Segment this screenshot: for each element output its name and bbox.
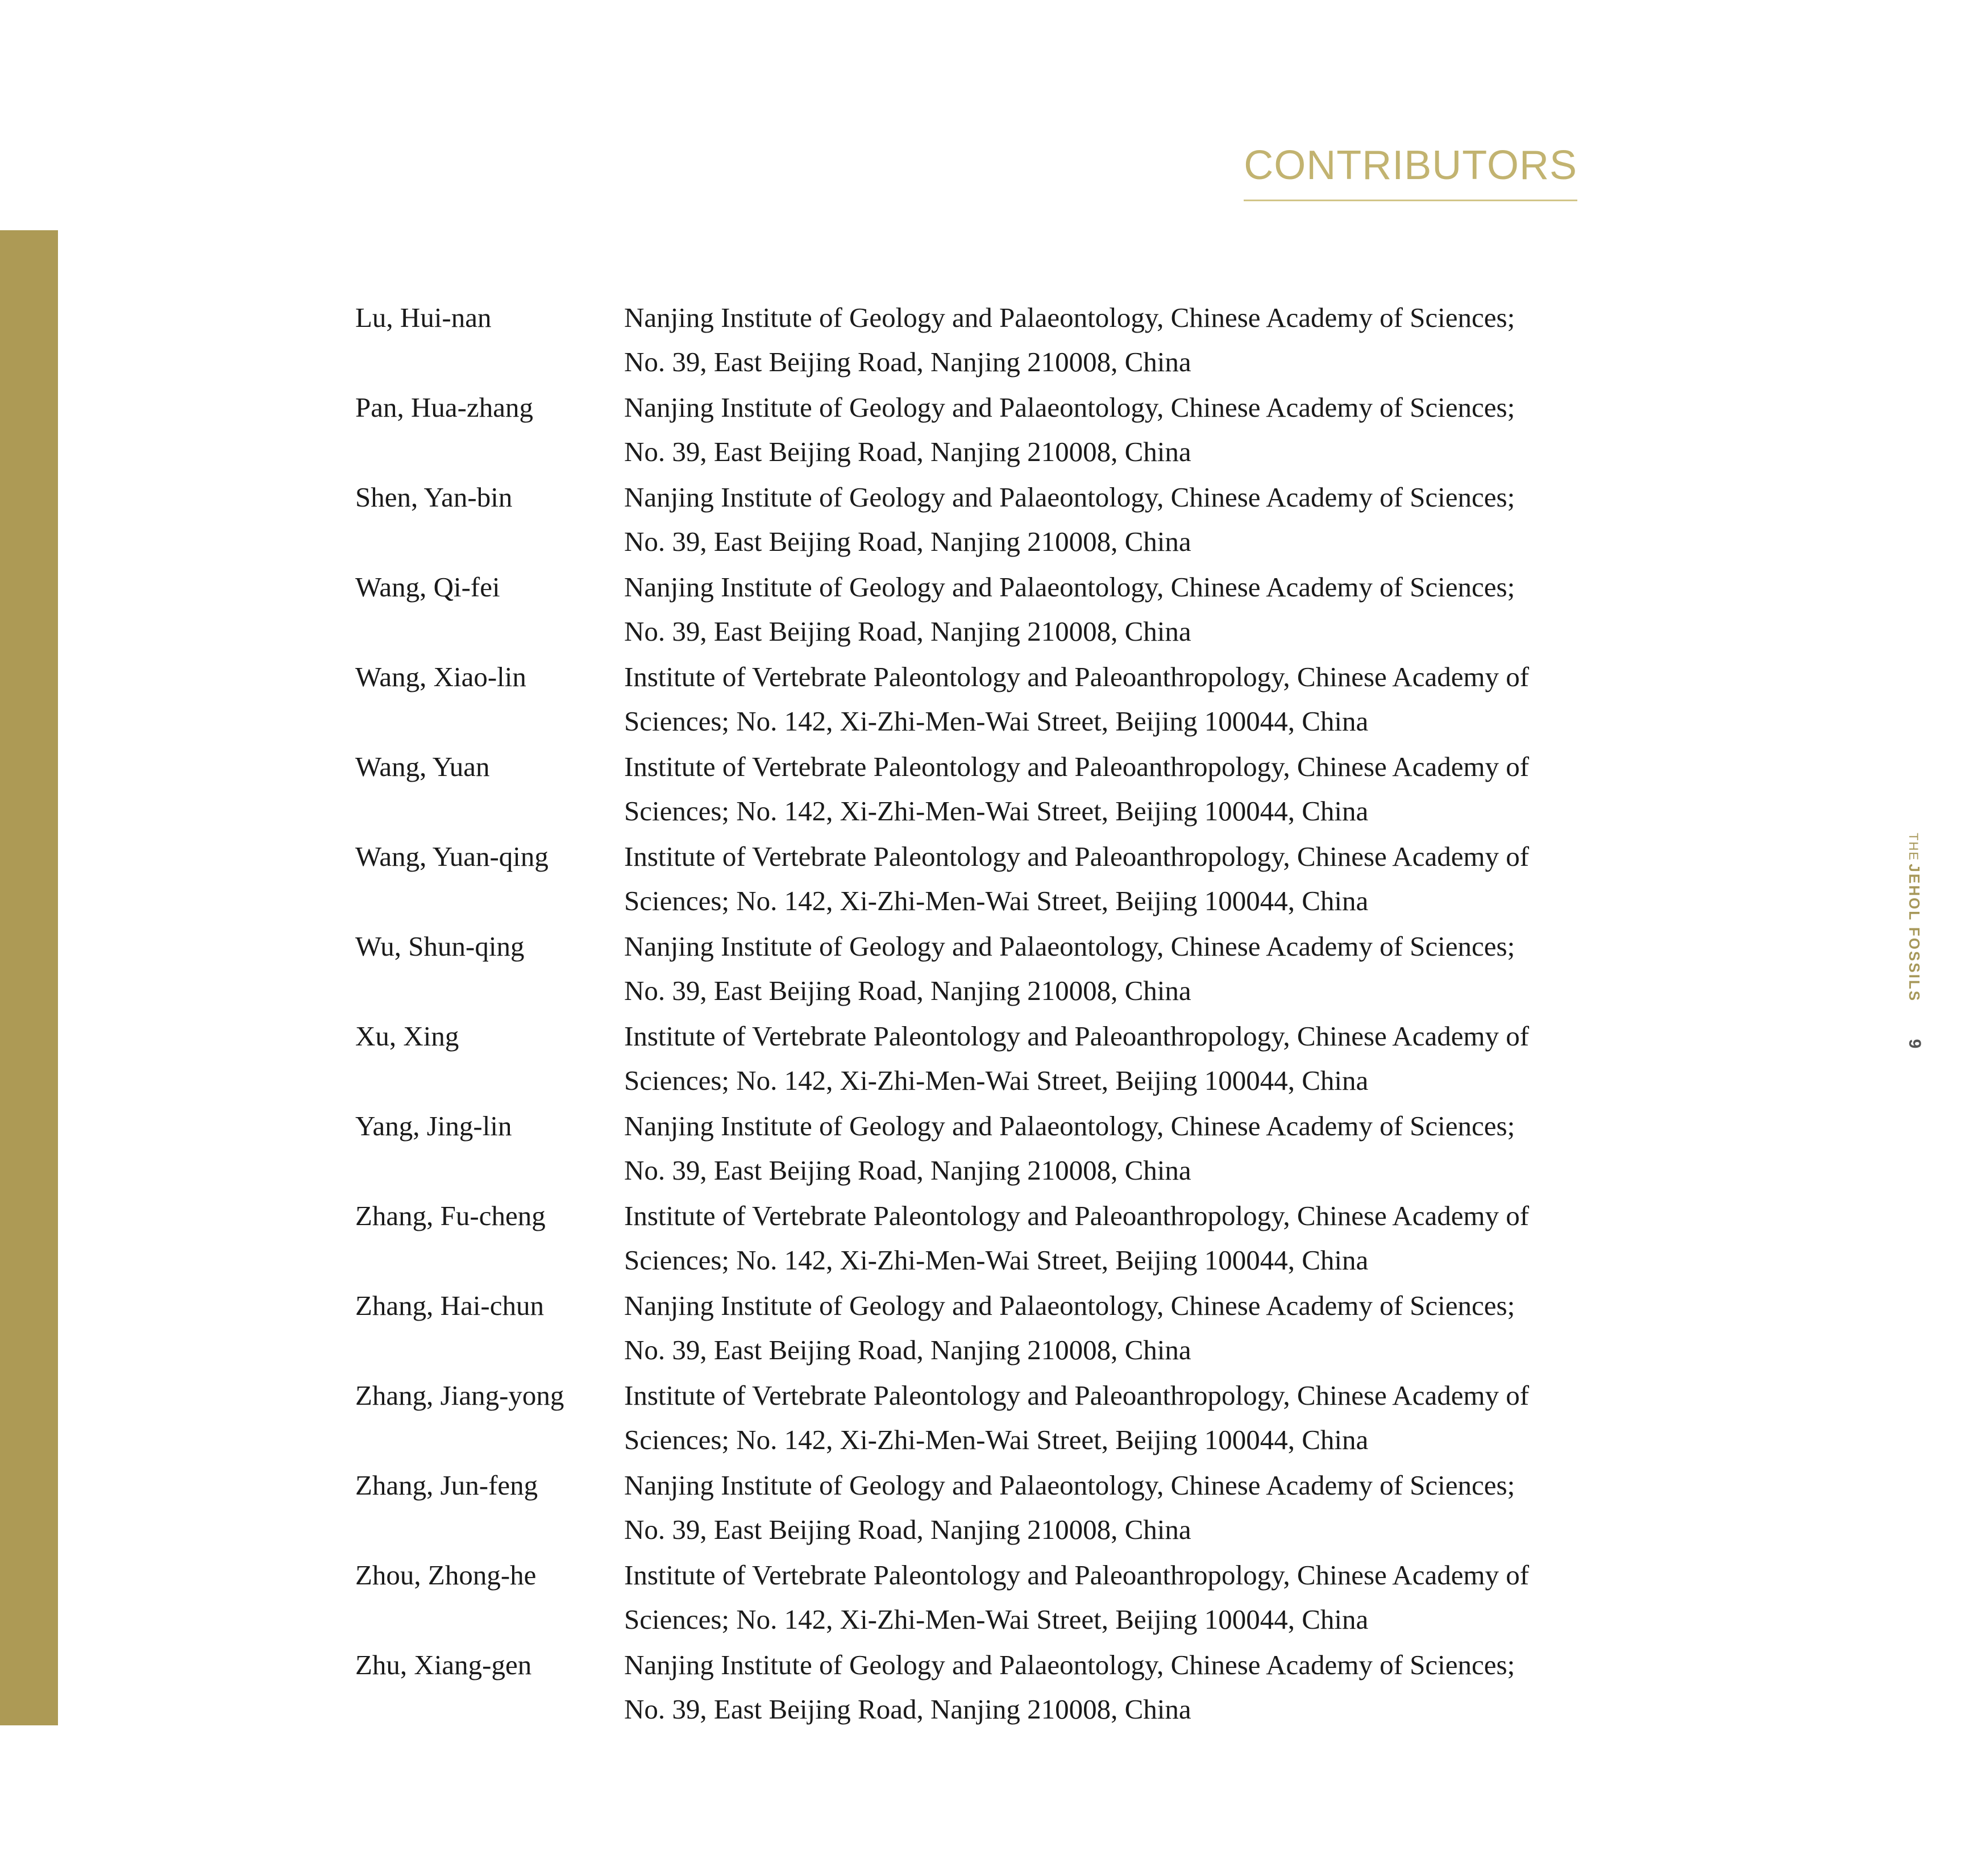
- title-block: [1244, 145, 1577, 201]
- affiliation-line: No. 39, East Beijing Road, Nanjing 210008, China: [624, 1155, 1191, 1186]
- contributor-name: Wang, Yuan: [355, 751, 490, 782]
- running-head: [1905, 833, 1924, 1048]
- contributor-affiliation: [624, 296, 1577, 385]
- contributor-row: [355, 296, 1577, 385]
- running-head-prefix: THE: [1906, 833, 1921, 861]
- page-title: CONTRIBUTORS: [1244, 145, 1577, 201]
- affiliation-line: Institute of Vertebrate Paleontology and Paleoanthropology, Chinese Academy of: [624, 841, 1530, 872]
- contributor-row: [355, 1284, 1577, 1373]
- contributor-name: Wu, Shun-qing: [355, 931, 525, 962]
- contributor-list: [355, 296, 1577, 1733]
- affiliation-line: Sciences; No. 142, Xi-Zhi-Men-Wai Street, Beijing 100044, China: [624, 795, 1369, 827]
- contributor-affiliation: [624, 1553, 1577, 1643]
- contributor-row: [355, 1553, 1577, 1643]
- contributor-row: [355, 1104, 1577, 1194]
- contributor-name: Zhang, Fu-cheng: [355, 1200, 546, 1231]
- affiliation-line: Sciences; No. 142, Xi-Zhi-Men-Wai Street, Beijing 100044, China: [624, 885, 1369, 916]
- contributor-row: [355, 565, 1577, 655]
- contributor-affiliation: [624, 385, 1577, 475]
- contributor-row: [355, 655, 1577, 745]
- contributor-affiliation: [624, 745, 1577, 835]
- affiliation-line: No. 39, East Beijing Road, Nanjing 210008, China: [624, 1334, 1191, 1366]
- contributor-name: Pan, Hua-zhang: [355, 392, 533, 423]
- contributor-name: Lu, Hui-nan: [355, 302, 492, 333]
- contributor-row: [355, 1463, 1577, 1553]
- contributor-affiliation: [624, 475, 1577, 565]
- contributor-name: Wang, Yuan-qing: [355, 841, 549, 872]
- contributor-name: Shen, Yan-bin: [355, 482, 513, 513]
- affiliation-line: No. 39, East Beijing Road, Nanjing 210008, China: [624, 616, 1191, 647]
- contributor-affiliation: [624, 1643, 1577, 1733]
- affiliation-line: Nanjing Institute of Geology and Palaeontology, Chinese Academy of Sciences;: [624, 302, 1515, 333]
- affiliation-line: Institute of Vertebrate Paleontology and Paleoanthropology, Chinese Academy of: [624, 1559, 1530, 1591]
- contributor-affiliation: [624, 924, 1577, 1014]
- contributor-affiliation: [624, 1373, 1577, 1463]
- affiliation-line: Sciences; No. 142, Xi-Zhi-Men-Wai Street, Beijing 100044, China: [624, 1065, 1369, 1096]
- affiliation-line: Institute of Vertebrate Paleontology and Paleoanthropology, Chinese Academy of: [624, 751, 1530, 782]
- affiliation-line: Nanjing Institute of Geology and Palaeontology, Chinese Academy of Sciences;: [624, 1290, 1515, 1321]
- contributor-affiliation: [624, 1104, 1577, 1194]
- affiliation-line: Institute of Vertebrate Paleontology and Paleoanthropology, Chinese Academy of: [624, 1200, 1530, 1231]
- running-head-title: JEHOL FOSSILS: [1906, 864, 1923, 1003]
- contributor-row: [355, 1643, 1577, 1733]
- contributor-name: Wang, Qi-fei: [355, 571, 500, 603]
- contributor-name: Yang, Jing-lin: [355, 1110, 512, 1142]
- page-number: 9: [1905, 1039, 1924, 1049]
- contributor-row: [355, 1373, 1577, 1463]
- contributor-row: [355, 385, 1577, 475]
- affiliation-line: No. 39, East Beijing Road, Nanjing 210008, China: [624, 346, 1191, 377]
- contributor-row: [355, 924, 1577, 1014]
- affiliation-line: No. 39, East Beijing Road, Nanjing 210008, China: [624, 526, 1191, 557]
- side-accent-bar: [0, 230, 58, 1725]
- affiliation-line: Nanjing Institute of Geology and Palaeontology, Chinese Academy of Sciences;: [624, 482, 1515, 513]
- contributor-row: [355, 1014, 1577, 1104]
- affiliation-line: Sciences; No. 142, Xi-Zhi-Men-Wai Street, Beijing 100044, China: [624, 1244, 1369, 1276]
- contributor-affiliation: [624, 835, 1577, 924]
- contributor-name: Wang, Xiao-lin: [355, 661, 526, 692]
- contributor-name: Zhang, Jun-feng: [355, 1470, 538, 1501]
- contributor-name: Zhang, Jiang-yong: [355, 1380, 564, 1411]
- affiliation-line: No. 39, East Beijing Road, Nanjing 210008, China: [624, 1694, 1191, 1725]
- contributor-affiliation: [624, 1194, 1577, 1284]
- contributor-affiliation: [624, 1284, 1577, 1373]
- affiliation-line: Institute of Vertebrate Paleontology and Paleoanthropology, Chinese Academy of: [624, 1380, 1530, 1411]
- contributor-row: [355, 1194, 1577, 1284]
- contributor-name: Zhou, Zhong-he: [355, 1559, 537, 1591]
- affiliation-line: Nanjing Institute of Geology and Palaeontology, Chinese Academy of Sciences;: [624, 1110, 1515, 1142]
- contributor-affiliation: [624, 1463, 1577, 1553]
- affiliation-line: No. 39, East Beijing Road, Nanjing 210008, China: [624, 1514, 1191, 1545]
- affiliation-line: Nanjing Institute of Geology and Palaeontology, Chinese Academy of Sciences;: [624, 1470, 1515, 1501]
- affiliation-line: Institute of Vertebrate Paleontology and Paleoanthropology, Chinese Academy of: [624, 661, 1530, 692]
- affiliation-line: Nanjing Institute of Geology and Palaeontology, Chinese Academy of Sciences;: [624, 392, 1515, 423]
- affiliation-line: Sciences; No. 142, Xi-Zhi-Men-Wai Street, Beijing 100044, China: [624, 1604, 1369, 1635]
- contributor-row: [355, 475, 1577, 565]
- affiliation-line: No. 39, East Beijing Road, Nanjing 210008, China: [624, 436, 1191, 467]
- contributor-name: Xu, Xing: [355, 1020, 459, 1052]
- affiliation-line: No. 39, East Beijing Road, Nanjing 210008, China: [624, 975, 1191, 1006]
- affiliation-line: Nanjing Institute of Geology and Palaeontology, Chinese Academy of Sciences;: [624, 931, 1515, 962]
- contributor-name: Zhang, Hai-chun: [355, 1290, 544, 1321]
- contributor-row: [355, 745, 1577, 835]
- contributor-affiliation: [624, 655, 1577, 745]
- affiliation-line: Nanjing Institute of Geology and Palaeontology, Chinese Academy of Sciences;: [624, 1649, 1515, 1680]
- contributor-name: Zhu, Xiang-gen: [355, 1649, 532, 1680]
- contributor-row: [355, 835, 1577, 924]
- contributor-affiliation: [624, 1014, 1577, 1104]
- contributor-affiliation: [624, 565, 1577, 655]
- affiliation-line: Institute of Vertebrate Paleontology and Paleoanthropology, Chinese Academy of: [624, 1020, 1530, 1052]
- affiliation-line: Sciences; No. 142, Xi-Zhi-Men-Wai Street, Beijing 100044, China: [624, 705, 1369, 737]
- affiliation-line: Nanjing Institute of Geology and Palaeontology, Chinese Academy of Sciences;: [624, 571, 1515, 603]
- affiliation-line: Sciences; No. 142, Xi-Zhi-Men-Wai Street, Beijing 100044, China: [624, 1424, 1369, 1455]
